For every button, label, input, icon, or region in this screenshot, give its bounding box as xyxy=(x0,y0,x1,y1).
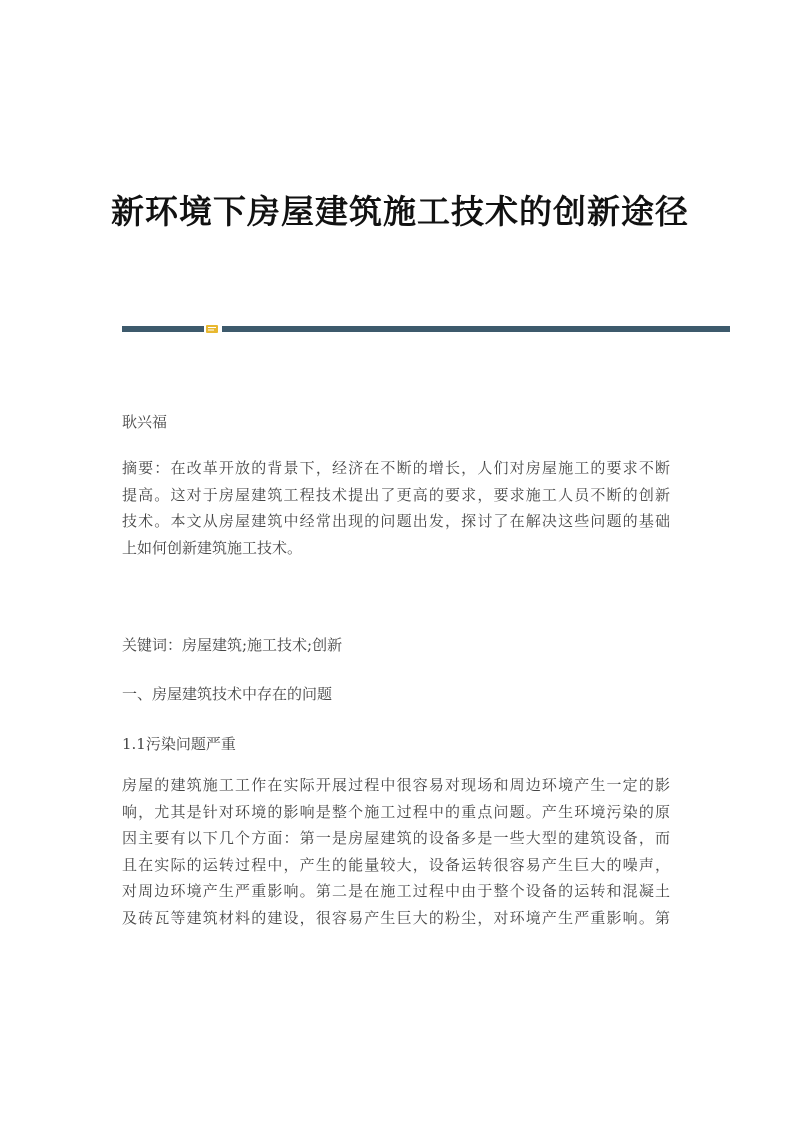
body-line: 及砖瓦等建筑材料的建设，很容易产生巨大的粉尘，对环境产生严重影响。第 xyxy=(122,908,670,927)
title-divider-left xyxy=(122,326,204,332)
section-heading: 一、房屋建筑技术中存在的问题 xyxy=(122,685,333,703)
abstract-line: 提高。这对于房屋建筑工程技术提出了更高的要求，要求施工人员不断的创新 xyxy=(122,485,670,504)
body-line: 因主要有以下几个方面：第一是房屋建筑的设备多是一些大型的建筑设备，而 xyxy=(122,829,670,847)
body-line: 对周边环境产生严重影响。第二是在施工过程中由于整个设备的运转和混凝土 xyxy=(122,882,670,900)
pencil-icon xyxy=(205,323,219,334)
title-divider-right xyxy=(222,326,730,332)
author-name: 耿兴福 xyxy=(122,413,168,431)
abstract-line: 上如何创新建筑施工技术。 xyxy=(122,538,303,557)
abstract-line: 摘要：在改革开放的背景下，经济在不断的增长，人们对房屋施工的要求不断 xyxy=(122,459,670,477)
body-line: 且在实际的运转过程中，产生的能量较大，设备运转很容易产生巨大的噪声， xyxy=(122,855,670,874)
document-title: 新环境下房屋建筑施工技术的创新途径 xyxy=(111,192,689,231)
keywords: 关键词：房屋建筑;施工技术;创新 xyxy=(122,636,343,654)
body-line: 房屋的建筑施工工作在实际开展过程中很容易对现场和周边环境产生一定的影 xyxy=(122,776,670,794)
body-line: 响，尤其是针对环境的影响是整个施工过程中的重点问题。产生环境污染的原 xyxy=(122,802,670,821)
abstract-paragraph xyxy=(122,455,670,561)
body-paragraph xyxy=(122,772,670,931)
subsection-heading: 1.1污染问题严重 xyxy=(122,735,236,753)
abstract-line: 技术。本文从房屋建筑中经常出现的问题出发，探讨了在解决这些问题的基础 xyxy=(122,512,670,530)
